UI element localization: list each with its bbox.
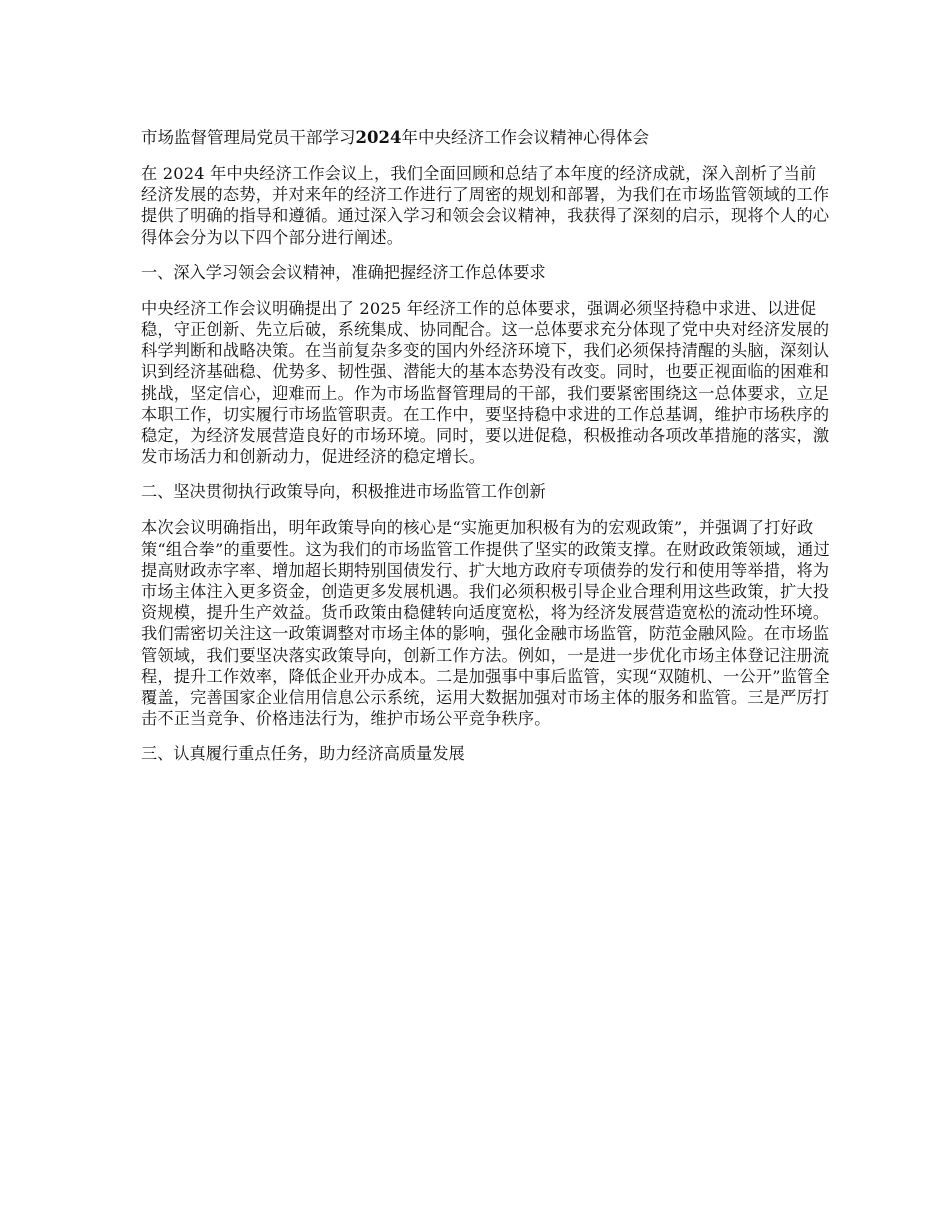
- section-3-heading: 三、认真履行重点任务，助力经济高质量发展: [141, 744, 465, 764]
- intro-paragraph: 在 2024 年中央经济工作会议上，我们全面回顾和总结了本年度的经济成就，深入剖析了当前经济发展的态势，并对来年的经济工作进行了周密的规划和部署，为我们在市场监管领域的工作提供了明确的指导和遵循。通过深入学习和领会会议精神，我获得了深刻的启示，现将个人的心得体会分为以下四个部分进行阐述。: [141, 164, 830, 247]
- section-1-heading: 一、深入学习领会会议精神，准确把握经济工作总体要求: [141, 262, 546, 282]
- title-year: 2024: [355, 128, 402, 147]
- document-title: [141, 127, 831, 149]
- section-2-heading: 二、坚决贯彻执行政策导向，积极推进市场监管工作创新: [141, 482, 546, 502]
- title-prefix: 市场监督管理局党员干部学习: [141, 128, 356, 147]
- title-suffix: 年中央经济工作会议精神心得体会: [401, 128, 649, 147]
- document-page: [141, 127, 831, 779]
- section-1-body: 中央经济工作会议明确提出了 2025 年经济工作的总体要求，强调必须坚持稳中求进、以进促稳，守正创新、先立后破，系统集成、协同配合。这一总体要求充分体现了党中央对经济发展的科学判断和战略决策。在当前复杂多变的国内外经济环境下，我们必须保持清醒的头脑，深刻认识到经济基础稳、优势多、韧性强、潜能大的基本态势没有改变。同时，也要正视面临的困难和挑战，坚定信心，迎难而上。作为市场监督管理局的干部，我们要紧密围绕这一总体要求，立足本职工作，切实履行市场监管职责。在工作中，要坚持稳中求进的工作总基调，维护市场秩序的稳定，为经济发展营造良好的市场环境。同时，要以进促稳，积极推动各项改革措施的落实，激发市场活力和创新动力，促进经济的稳定增长。: [141, 298, 830, 467]
- section-2-body: 本次会议明确指出，明年政策导向的核心是“实施更加积极有为的宏观政策”，并强调了打好政策“组合拳”的重要性。这为我们的市场监管工作提供了坚实的政策支撑。在财政政策领域，通过提高财政赤字率、增加超长期特别国债发行、扩大地方政府专项债券的发行和使用等举措，将为市场主体注入更多资金，创造更多发展机遇。我们必须积极引导企业合理利用这些政策，扩大投资规模，提升生产效益。货币政策由稳健转向适度宽松，将为经济发展营造宽松的流动性环境。我们需密切关注这一政策调整对市场主体的影响，强化金融市场监管，防范金融风险。在市场监管领域，我们要坚决落实政策导向，创新工作方法。例如，一是进一步优化市场主体登记注册流程，提升工作效率，降低企业开办成本。二是加强事中事后监管，实现“双随机、一公开”监管全覆盖，完善国家企业信用信息公示系统，运用大数据加强对市场主体的服务和监管。三是严厉打击不正当竞争、价格违法行为，维护市场公平竞争秩序。: [141, 518, 830, 729]
